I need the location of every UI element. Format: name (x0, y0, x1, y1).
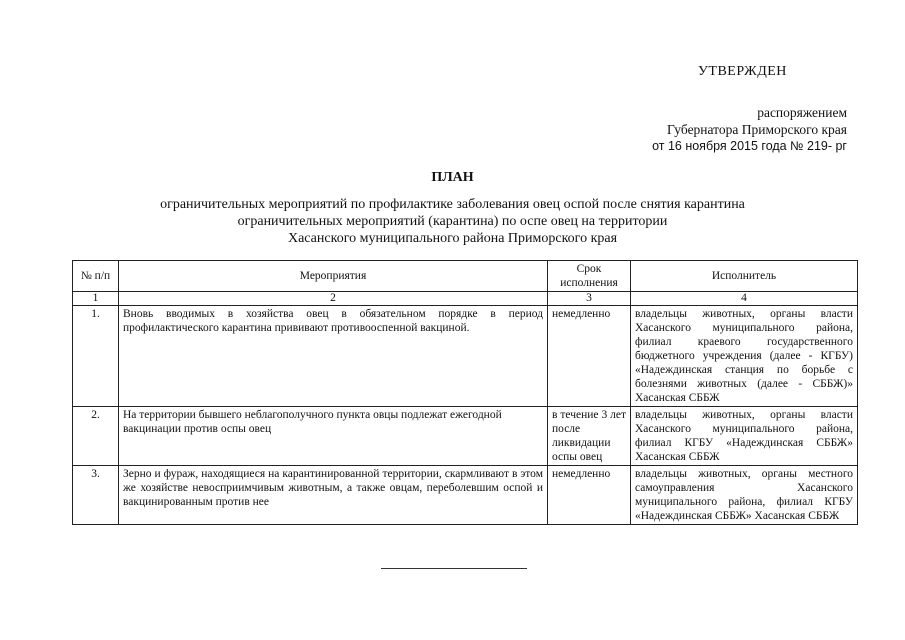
column-number: 2 (119, 292, 548, 306)
table-row (73, 306, 858, 407)
table-row (73, 407, 858, 466)
document-subtitle (0, 196, 905, 247)
document-title: ПЛАН (431, 170, 474, 185)
approval-line-governor: Губернатора Приморского края (667, 122, 847, 137)
footer-divider (381, 568, 527, 569)
row-executor: владельцы животных, органы местного самоуправления Хасанского муниципального района, филиал КГБУ «Надеждинская СББЖ» Хасанская СББЖ (631, 466, 858, 525)
row-activity: На территории бывшего неблагополучного пункта овцы подлежат ежегодной вакцинации против оспы овец (119, 407, 548, 466)
plan-table (72, 260, 858, 525)
row-activity: Зерно и фураж, находящиеся на карантинированной территории, скармливают в этом же хозяйстве невосприимчивым животным, а также овцам, переболевшим оспой и вакцинированным против нее (119, 466, 548, 525)
row-deadline: немедленно (548, 306, 631, 407)
row-deadline: немедленно (548, 466, 631, 525)
row-executor: владельцы животных, органы власти Хасанского муниципального района, филиал КГБУ «Надеждинская СББЖ» Хасанская СББЖ (631, 407, 858, 466)
table-row (73, 466, 858, 525)
row-activity: Вновь вводимых в хозяйства овец в обязательном порядке в период профилактического карантина прививают противооспенной вакциной. (119, 306, 548, 407)
row-deadline: в течение 3 лет после ликвидации оспы овец (548, 407, 631, 466)
row-num: 3. (73, 466, 119, 525)
column-number: 1 (73, 292, 119, 306)
table-column-numbers-row (73, 292, 858, 306)
row-num: 1. (73, 306, 119, 407)
approval-line-order: распоряжением (757, 105, 847, 120)
row-num: 2. (73, 407, 119, 466)
header-num: № п/п (73, 261, 119, 292)
subtitle-line-2: ограничительных мероприятий (карантина) по оспе овец на территории (237, 214, 668, 229)
column-number: 4 (631, 292, 858, 306)
row-executor: владельцы животных, органы власти Хасанского муниципального района, филиал краевого государственного бюджетного учреждения (далее - КГБУ) «Надеждинская станция по борьбе с болезнями животных (далее - СББЖ)» Хасанская СББЖ (631, 306, 858, 407)
subtitle-line-1: ограничительных мероприятий по профилактике заболевания овец оспой после снятия карантина (160, 197, 745, 212)
header-deadline: Срок исполнения (548, 261, 631, 292)
subtitle-line-3: Хасанского муниципального района Приморского края (287, 231, 618, 246)
approved-heading: УТВЕРЖДЕН (698, 64, 787, 79)
column-number: 3 (548, 292, 631, 306)
table-header-row (73, 261, 858, 292)
approval-block (652, 104, 847, 155)
header-executor: Исполнитель (631, 261, 858, 292)
header-activity: Мероприятия (119, 261, 548, 292)
approval-line-date: от 16 ноября 2015 года № 219- рг (652, 139, 847, 153)
